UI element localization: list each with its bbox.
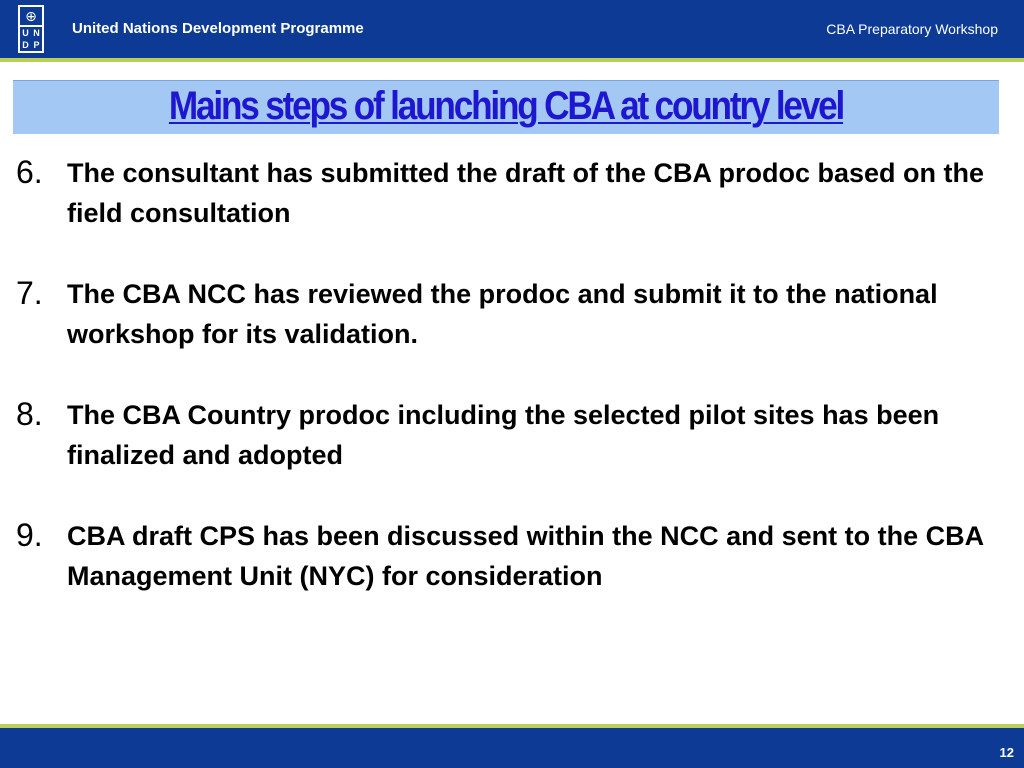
logo-letter: N [33,27,40,38]
header-accent-line [0,58,1024,62]
logo-letter: P [33,39,40,50]
un-globe-icon: ⊕ [20,7,42,27]
logo-letter: D [22,39,29,50]
steps-list [16,152,1006,636]
logo-letter: U [22,27,29,38]
undp-logo [18,5,44,53]
step-item [16,152,1006,233]
step-item [16,273,1006,354]
step-text: The CBA NCC has reviewed the prodoc and submit it to the national workshop for its validation. [67,279,938,349]
page-number: 12 [999,745,1014,760]
footer-bar [0,728,1024,768]
step-text: The CBA Country prodoc including the selected pilot sites has been finalized and adopted [67,400,940,470]
step-text: The consultant has submitted the draft of the CBA prodoc based on the field consultation [67,158,985,228]
slide-title: Mains steps of launching CBA at country level [168,84,844,128]
step-number: 7. [16,275,43,311]
title-box [13,80,999,134]
step-number: 8. [16,396,43,432]
workshop-name: CBA Preparatory Workshop [826,21,998,37]
logo-letters [20,27,42,51]
step-number: 6. [16,154,43,190]
step-item [16,394,1006,475]
step-item [16,515,1006,596]
step-text: CBA draft CPS has been discussed within the NCC and sent to the CBA Management Unit (NYC) for consideration [67,521,984,591]
step-number: 9. [16,517,43,553]
organization-name: United Nations Development Programme [72,20,364,37]
header-bar [0,0,1024,58]
